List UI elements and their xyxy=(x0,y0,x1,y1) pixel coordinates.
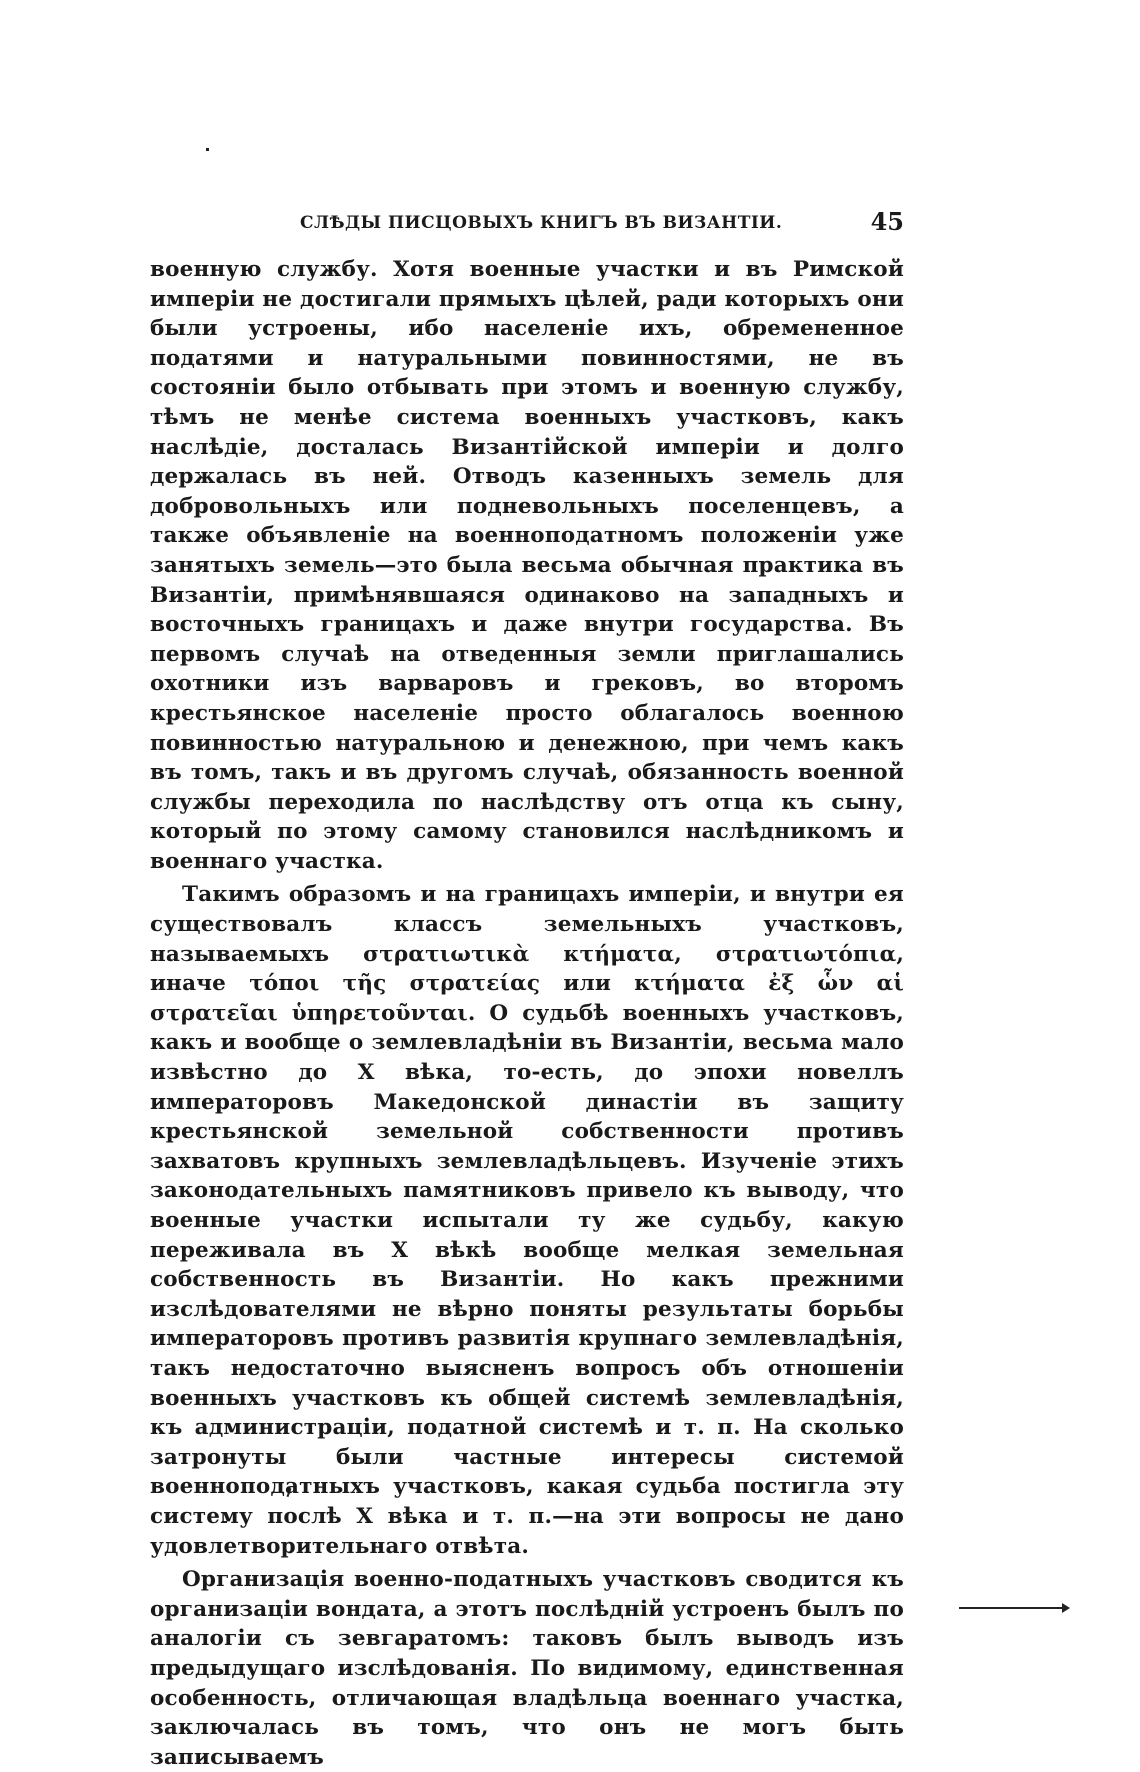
paragraph: Такимъ образомъ и на границахъ имперіи, и внутри ея существовалъ классъ земельныхъ участковъ, называемыхъ στρατιωτικὰ κτήματα, στρατιωτόπια, иначе τόποι τῆς στρατείας или κτήματα ἐξ ὧν αἱ στρατεῖαι ὑπηρετοῦνται. О судьбѣ военныхъ участковъ, какъ и вообще о землевладѣніи въ Византіи, весьма мало извѣстно до X вѣка, то-есть, до эпохи новеллъ императоровъ Македонской династіи въ защиту крестьянской земельной собственности противъ захватовъ крупныхъ землевладѣльцевъ. Изученіе этихъ законодательныхъ памятниковъ привело къ выводу, что военные участки испытали ту же судьбу, какую переживала въ X вѣкѣ вообще мелкая земельная собственность въ Византіи. Но какъ прежними изслѣдователями не вѣрно поняты результаты борьбы императоровъ противъ развитія крупнаго землевладѣнія, такъ недостаточно выясненъ вопросъ объ отношеніи военныхъ участковъ къ общей системѣ землевладѣнія, къ администраціи, податной системѣ и т. п. На сколько затронуты были частные интересы системой военноподатныхъ участковъ, какая судьба постигла эту систему послѣ X вѣка и т. п.—на эти вопросы не дано удовлетворительнаго отвѣта. xyxy=(150,882,904,1559)
paragraph-continuation: военную службу. Хотя военные участки и въ Римской имперіи не достигали прямыхъ цѣлей, ради которыхъ они были устроены, ибо населеніе ихъ, обремененное податями и натуральными повинностями, не въ состояніи было отбывать при этомъ и военную службу, тѣмъ не менѣе система военныхъ участковъ, какъ наслѣдіе, досталась Византійской имперіи и долго держалась въ ней. Отводъ казенныхъ земель для добровольныхъ или подневольныхъ поселенцевъ, а также объявленіе на военноподатномъ положеніи уже занятыхъ земель—это была весьма обычная практика въ Византіи, примѣнявшаяся одинаково на западныхъ и восточныхъ границахъ и даже внутри государства. Въ первомъ случаѣ на отведенныя земли приглашались охотники изъ варваровъ и грековъ, во второмъ крестьянское населеніе просто облагалось военною повинностью натуральною и денежною, при чемъ какъ въ томъ, такъ и въ другомъ случаѣ, обязанность военной службы переходила по наслѣдству отъ отца къ сыну, который по этому самому становился наслѣдникомъ и военнаго участка. xyxy=(150,257,904,874)
running-title: СЛѢДЫ ПИСЦОВЫХЪ КНИГЪ ВЪ ВИЗАНТІИ. xyxy=(300,213,783,233)
print-speck xyxy=(206,148,209,151)
page-rule xyxy=(959,1607,1064,1609)
paragraph: Организація военно-податныхъ участковъ сводится къ организаціи вондата, а этотъ послѣдній устроенъ былъ по аналогіи съ зевгаратомъ: таковъ былъ выводъ изъ предыдущаго изслѣдованія. По видимому, единственная особенность, отличающая владѣльца военнаго участка, заключалась въ томъ, что онъ не могъ быть записываемъ xyxy=(150,1567,904,1770)
page-number: 45 xyxy=(870,207,904,236)
arrow-icon xyxy=(1062,1603,1070,1613)
text-block xyxy=(150,255,904,1772)
running-head xyxy=(150,205,904,241)
book-page xyxy=(150,205,904,1772)
